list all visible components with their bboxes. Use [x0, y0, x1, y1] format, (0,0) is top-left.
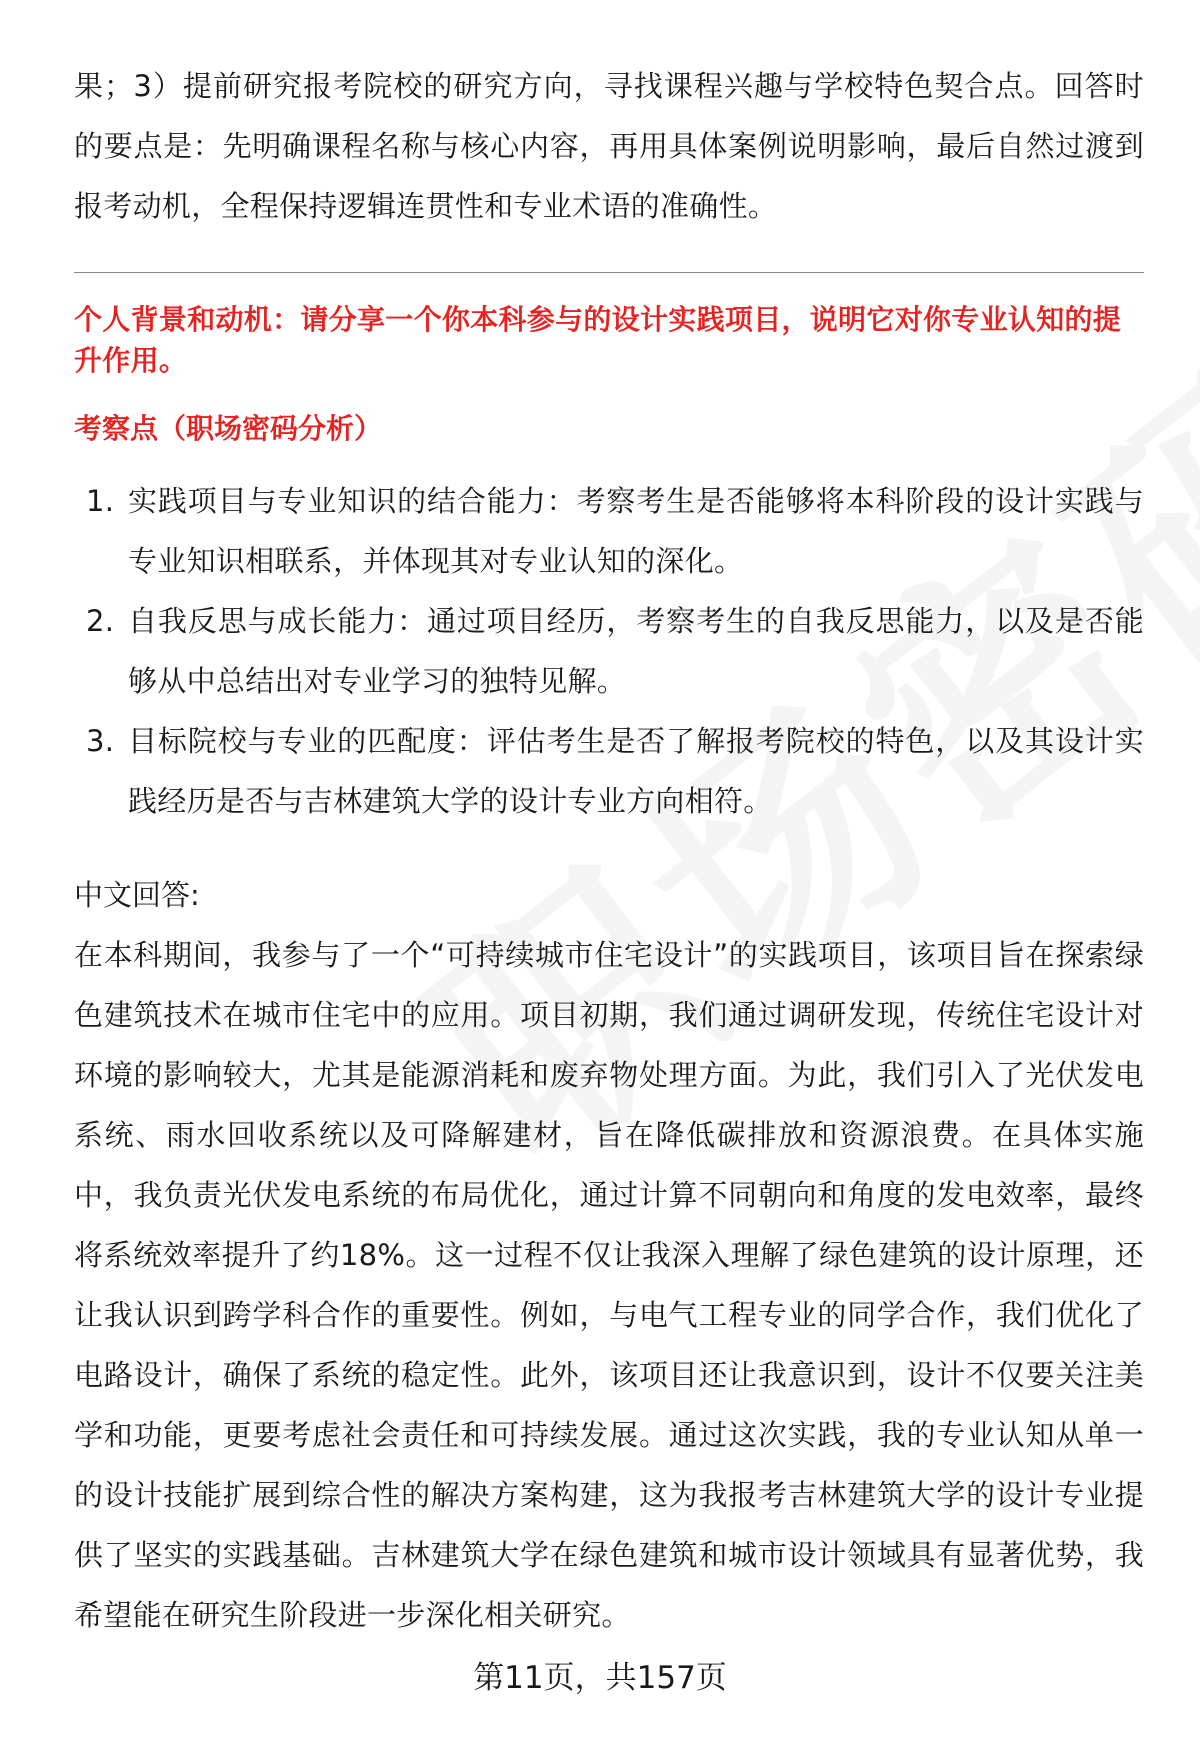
list-item-number: 1. [86, 484, 115, 518]
list-item-text: 自我反思与成长能力：通过项目经历，考察考生的自我反思能力，以及是否能够从中总结出对专业学习的独特见解。 [128, 604, 1144, 698]
list-item [74, 591, 1144, 711]
list-item [74, 471, 1144, 591]
intro-paragraph: 果；3）提前研究报考院校的研究方向，寻找课程兴趣与学校特色契合点。回答时的要点是：先明确课程名称与核心内容，再用具体案例说明影响，最后自然过渡到报考动机，全程保持逻辑连贯性和专业术语的准确性。 [74, 69, 1144, 223]
answer-paragraph: 在本科期间，我参与了一个“可持续城市住宅设计”的实践项目，该项目旨在探索绿色建筑技术在城市住宅中的应用。项目初期，我们通过调研发现，传统住宅设计对环境的影响较大，尤其是能源消耗和废弃物处理方面。为此，我们引入了光伏发电系统、雨水回收系统以及可降解建材，旨在降低碳排放和资源浪费。在具体实施中，我负责光伏发电系统的布局优化，通过计算不同朝向和角度的发电效率，最终将系统效率提升了约18%。这一过程不仅让我深入理解了绿色建筑的设计原理，还让我认识到跨学科合作的重要性。例如，与电气工程专业的同学合作，我们优化了电路设计，确保了系统的稳定性。此外，该项目还让我意识到，设计不仅要关注美学和功能，更要考虑社会责任和可持续发展。通过这次实践，我的专业认知从单一的设计技能扩展到综合性的解决方案构建，这为我报考吉林建筑大学的设计专业提供了坚实的实践基础。吉林建筑大学在绿色建筑和城市设计领域具有显著优势，我希望能在研究生阶段进一步深化相关研究。 [74, 938, 1144, 1632]
page-content [74, 56, 1144, 1645]
list-item-text: 目标院校与专业的匹配度：评估考生是否了解报考院校的特色，以及其设计实践经历是否与吉林建筑大学的设计专业方向相符。 [128, 724, 1144, 818]
section-divider [74, 272, 1144, 273]
list-item-text: 实践项目与专业知识的结合能力：考察考生是否能够将本科阶段的设计实践与专业知识相联系，并体现其对专业认知的深化。 [128, 484, 1144, 578]
list-item-number: 3. [86, 724, 115, 758]
list-item-number: 2. [86, 604, 115, 638]
page-footer: 第11页，共157页 [473, 1660, 727, 1696]
question-heading: 个人背景和动机：请分享一个你本科参与的设计实践项目，说明它对你专业认知的提升作用。 [74, 303, 1122, 377]
assessment-points-list [74, 471, 1144, 831]
answer-label: 中文回答: [74, 878, 200, 912]
assessment-points-heading: 考察点（职场密码分析） [74, 412, 383, 445]
list-item [74, 711, 1144, 831]
